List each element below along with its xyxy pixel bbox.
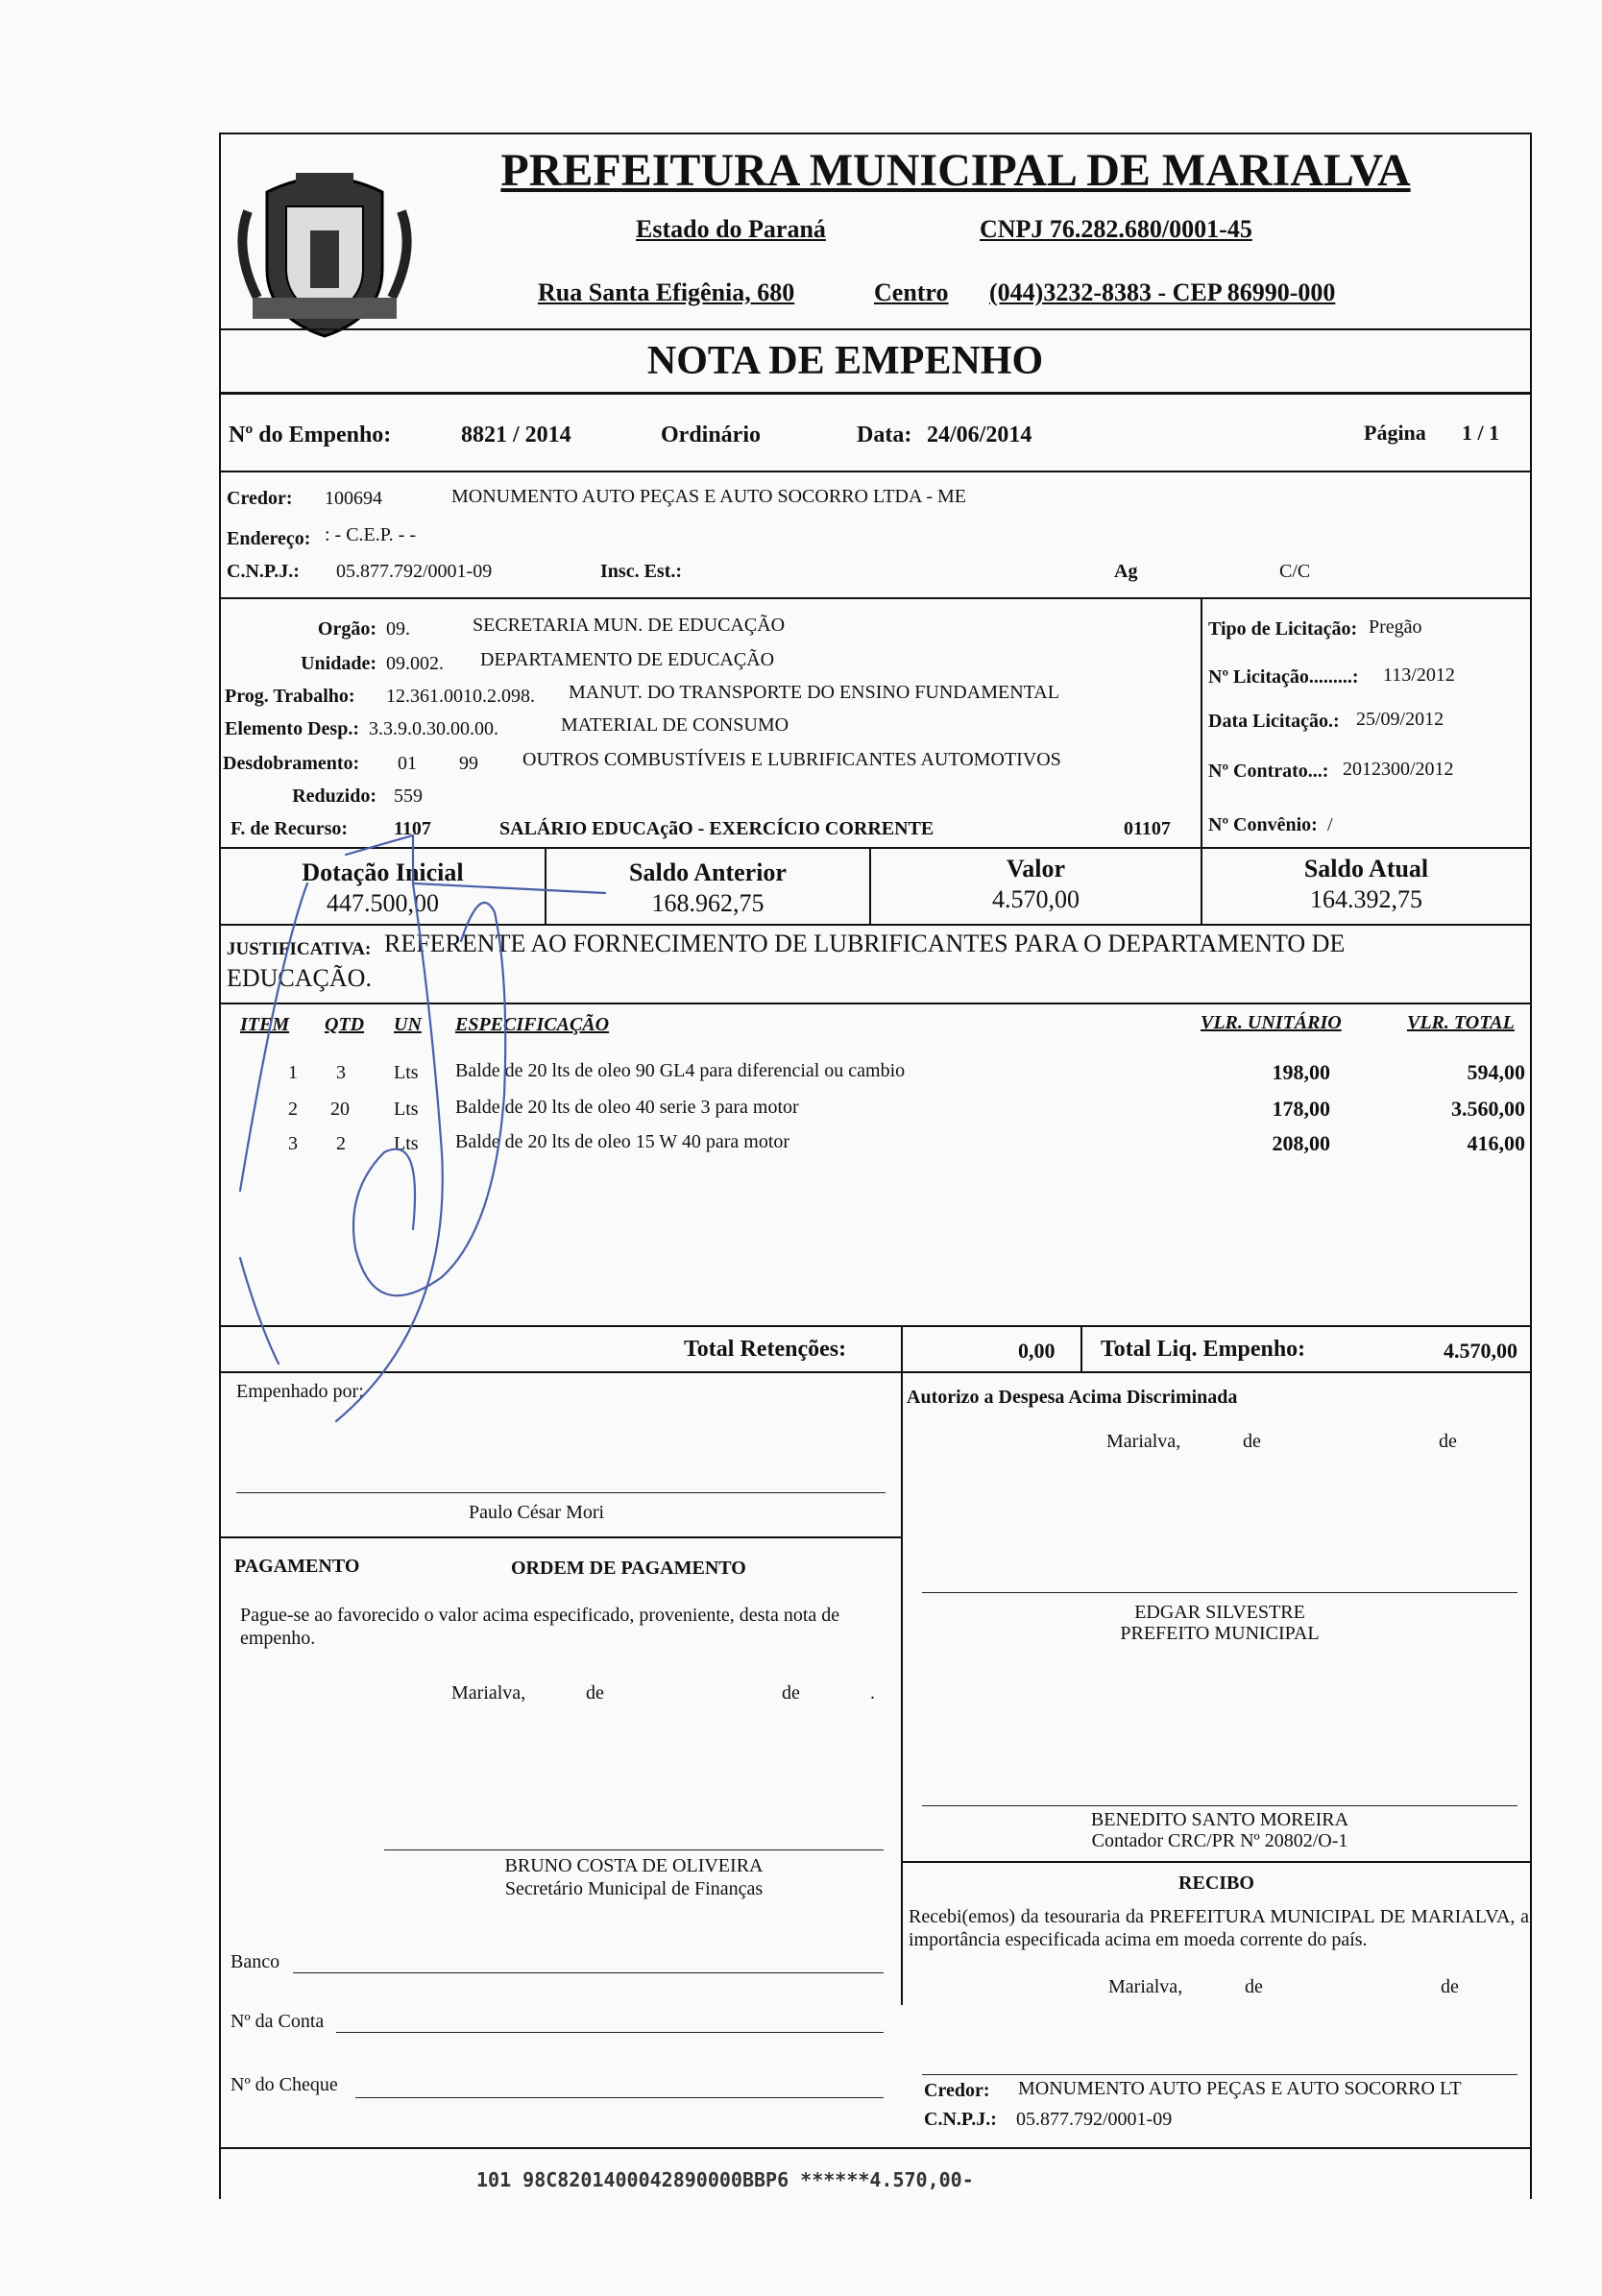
recibo-top-divider (901, 1861, 1532, 1863)
empenhado-por-name: Paulo César Mori (469, 1502, 605, 1523)
row3-total: 416,00 (1467, 1131, 1525, 1155)
pagamento-top-divider (219, 1536, 903, 1538)
reduzido-label: Reduzido: (292, 785, 376, 807)
recibo-text: Recebi(emos) da tesouraria da PREFEITURA MUNICIPAL DE MARIALVA, a importância especificada acima em moeda corrente do país. (909, 1906, 1529, 1950)
recibo-credor-name: MONUMENTO AUTO PEÇAS E AUTO SOCORRO LT (1018, 2078, 1462, 2099)
row2-total: 3.560,00 (1451, 1097, 1525, 1121)
total-liquido-label: Total Liq. Empenho: (1101, 1337, 1306, 1362)
col-header-un: UN (394, 1014, 422, 1035)
row3-item: 3 (288, 1133, 298, 1154)
recibo-signature-line (922, 2074, 1517, 2075)
unidade-code: 09.002. (386, 653, 444, 674)
empenhado-por-label: Empenhado por: (236, 1381, 364, 1402)
ag-label: Ag (1114, 561, 1138, 582)
row1-item: 1 (288, 1062, 298, 1083)
header-divider (219, 328, 1532, 330)
prefeitura-cnpj: CNPJ 76.282.680/0001-45 (980, 215, 1252, 243)
recurso-ref: 01107 (1124, 818, 1171, 839)
recurso-code: 1107 (394, 818, 431, 839)
elemento-code: 3.3.9.0.30.00.00. (369, 718, 498, 739)
credor-cnpj-label: C.N.P.J.: (227, 561, 300, 582)
desdobramento-sub: 99 (459, 753, 478, 774)
banco-line (293, 1972, 884, 1973)
orgao-name: SECRETARIA MUN. DE EDUCAÇÃO (473, 615, 786, 636)
address-label: Endereço: (227, 528, 311, 549)
convenio-label: Nº Convênio: (1208, 814, 1318, 835)
totals-sep-2 (1080, 1325, 1082, 1371)
insc-est-label: Insc. Est.: (600, 561, 683, 582)
col-header-total: VLR. TOTAL (1407, 1012, 1515, 1033)
autorizo-de-2: de (1439, 1431, 1457, 1452)
pagamento-de-2: de (782, 1682, 800, 1704)
licitacao-numero: 113/2012 (1383, 665, 1455, 686)
credor-cnpj: 05.877.792/0001-09 (336, 561, 493, 582)
recibo-label: RECIBO (1178, 1873, 1254, 1894)
recurso-label: F. de Recurso: (231, 818, 349, 839)
autorizo-text: Autorizo a Despesa Acima Discriminada (907, 1387, 1238, 1408)
saldo-anterior-value: 168.962,75 (651, 889, 765, 917)
empenho-type: Ordinário (661, 423, 762, 447)
street-address: Rua Santa Efigênia, 680 (538, 278, 795, 306)
secretario-title: Secretário Municipal de Finanças (504, 1878, 764, 1899)
recurso-name: SALÁRIO EDUCAçãO - EXERCÍCIO CORRENTE (499, 818, 934, 839)
autorizacao-vertical (901, 1371, 903, 2005)
prefeito-signature-line (922, 1592, 1517, 1593)
budget-vertical-divider (1201, 597, 1202, 849)
ordem-pagamento-label: ORDEM DE PAGAMENTO (511, 1558, 746, 1579)
autorizo-city: Marialva, (1106, 1431, 1181, 1452)
banco-label: Banco (231, 1951, 280, 1972)
col-header-qtd: QTD (325, 1014, 365, 1035)
address-value: : - C.E.P. - - (325, 524, 416, 545)
credor-divider (219, 597, 1532, 599)
recibo-credor-label: Credor: (924, 2080, 990, 2101)
prefeito-name: EDGAR SILVESTRE (1134, 1602, 1305, 1623)
recibo-cnpj-label: C.N.P.J.: (924, 2109, 997, 2130)
autorizo-de-1: de (1243, 1431, 1261, 1452)
empenho-date: 24/06/2014 (927, 423, 1032, 447)
phone-cep: (044)3232-8383 - CEP 86990-000 (989, 278, 1336, 306)
handwritten-signature-icon (221, 826, 701, 1498)
licitacao-data: 25/09/2012 (1356, 709, 1444, 730)
saldo-atual-label: Saldo Atual (1303, 855, 1429, 882)
row2-item: 2 (288, 1099, 298, 1120)
state-name: Estado do Paraná (636, 215, 826, 243)
col-header-spec: ESPECIFICAÇÃO (455, 1014, 610, 1035)
page-number: 1 / 1 (1462, 421, 1500, 445)
col-header-item: ITEM (240, 1014, 290, 1035)
unidade-label: Unidade: (301, 653, 376, 674)
pagamento-dot: . (870, 1682, 875, 1704)
empenho-date-label: Data: (857, 423, 912, 447)
retencoes-label: Total Retenções: (684, 1337, 847, 1362)
totals-sep-1 (901, 1325, 903, 1371)
row3-un: Lts (394, 1133, 419, 1154)
title-divider (219, 392, 1532, 395)
total-liquido-value: 4.570,00 (1444, 1339, 1517, 1363)
micr-code: 101 98C8201400042890000BBP6 ******4.570,00- (476, 2168, 974, 2191)
district: Centro (874, 278, 949, 306)
row1-total: 594,00 (1467, 1060, 1525, 1084)
tipo-licitacao-label: Tipo de Licitação: (1208, 618, 1358, 640)
cc-label: C/C (1279, 561, 1311, 582)
empenho-number: 8821 / 2014 (461, 423, 571, 447)
saldo-anterior-label: Saldo Anterior (629, 858, 787, 886)
licitacao-numero-label: Nº Licitação.........: (1208, 666, 1359, 688)
convenio-value: / (1327, 814, 1333, 835)
dotacao-value: 447.500,00 (327, 889, 439, 917)
pagamento-text: Pague-se ao favorecido o valor acima especificado, proveniente, desta nota de empenho. (240, 1605, 840, 1649)
recibo-de-1: de (1245, 1976, 1263, 1997)
cheque-label: Nº do Cheque (231, 2074, 338, 2095)
orgao-label: Orgão: (317, 618, 376, 640)
licitacao-data-label: Data Licitação.: (1208, 711, 1340, 732)
credor-name: MONUMENTO AUTO PEÇAS E AUTO SOCORRO LTDA - ME (451, 486, 966, 507)
conta-label: Nº da Conta (231, 2011, 325, 2032)
row2-un: Lts (394, 1099, 419, 1120)
prog-trabalho-name: MANUT. DO TRANSPORTE DO ENSINO FUNDAMENTAL (569, 682, 1059, 703)
prefeito-title: PREFEITO MUNICIPAL (1120, 1623, 1320, 1644)
row2-spec: Balde de 20 lts de oleo 40 serie 3 para motor (455, 1097, 799, 1118)
row3-unit-price: 208,00 (1272, 1131, 1330, 1155)
prefeitura-title: PREFEITURA MUNICIPAL DE MARIALVA (500, 145, 1411, 196)
recibo-cnpj-value: 05.877.792/0001-09 (1016, 2109, 1173, 2130)
saldo-atual-value: 164.392,75 (1310, 885, 1422, 913)
retencoes-value: 0,00 (1018, 1339, 1056, 1363)
pagamento-city: Marialva, (451, 1682, 526, 1704)
frame-right (1530, 133, 1532, 2199)
empenho-number-label: Nº do Empenho: (229, 423, 392, 447)
pagamento-de-1: de (586, 1682, 604, 1704)
credor-code: 100694 (325, 488, 382, 509)
row1-un: Lts (394, 1062, 419, 1083)
contador-title: Contador CRC/PR Nº 20802/O-1 (1091, 1830, 1348, 1851)
contador-name: BENEDITO SANTO MOREIRA (1090, 1809, 1349, 1830)
desdobramento-label: Desdobramento: (223, 753, 360, 774)
justificativa-text-line1: REFERENTE AO FORNECIMENTO DE LUBRIFICANTES PARA O DEPARTAMENTO DE (384, 930, 1346, 957)
valor-value: 4.570,00 (992, 885, 1080, 913)
conta-line (336, 2032, 884, 2033)
recibo-city: Marialva, (1108, 1976, 1183, 1997)
desdobramento-code: 01 (398, 753, 417, 774)
row1-spec: Balde de 20 lts de oleo 90 GL4 para diferencial ou cambio (455, 1060, 906, 1081)
empenho-divider (219, 471, 1532, 472)
dotacao-label: Dotação Inicial (302, 858, 464, 886)
recibo-de-2: de (1441, 1976, 1459, 1997)
justificativa-label: JUSTIFICATIVA: (227, 939, 372, 959)
elemento-label: Elemento Desp.: (225, 718, 359, 739)
prog-trabalho-label: Prog. Trabalho: (225, 686, 355, 707)
pagamento-label: PAGAMENTO (234, 1556, 360, 1577)
unidade-name: DEPARTAMENTO DE EDUCAÇÃO (480, 649, 775, 670)
coat-of-arms-icon (229, 154, 421, 346)
row3-qtd: 2 (336, 1133, 346, 1154)
contador-signature-line (922, 1805, 1517, 1806)
contrato-label: Nº Contrato...: (1208, 761, 1329, 782)
document-title: NOTA DE EMPENHO (646, 339, 1044, 383)
reduzido-value: 559 (394, 785, 423, 807)
desdobramento-name: OUTROS COMBUSTÍVEIS E LUBRIFICANTES AUTOMOTIVOS (522, 749, 1061, 770)
secretario-name: BRUNO COSTA DE OLIVEIRA (504, 1855, 764, 1876)
col-header-unit-price: VLR. UNITÁRIO (1201, 1012, 1342, 1033)
justificativa-text-line2: EDUCAÇÃO. (227, 964, 372, 992)
tipo-licitacao: Pregão (1369, 616, 1422, 638)
row3-spec: Balde de 20 lts de oleo 15 W 40 para motor (455, 1131, 790, 1152)
row2-unit-price: 178,00 (1272, 1097, 1330, 1121)
row1-unit-price: 198,00 (1272, 1060, 1330, 1084)
row2-qtd: 20 (330, 1099, 350, 1120)
cheque-line (355, 2097, 884, 2098)
credor-label: Credor: (227, 488, 293, 509)
contrato-value: 2012300/2012 (1343, 759, 1454, 780)
prog-trabalho-code: 12.361.0010.2.098. (386, 686, 535, 707)
frame-bottom (219, 2147, 1532, 2149)
row1-qtd: 3 (336, 1062, 346, 1083)
secretario-signature-line (384, 1849, 884, 1850)
page-label: Página (1364, 421, 1426, 445)
frame-top (219, 133, 1532, 134)
orgao-code: 09. (386, 618, 410, 640)
elemento-name: MATERIAL DE CONSUMO (561, 714, 789, 736)
valor-label: Valor (1006, 855, 1066, 882)
